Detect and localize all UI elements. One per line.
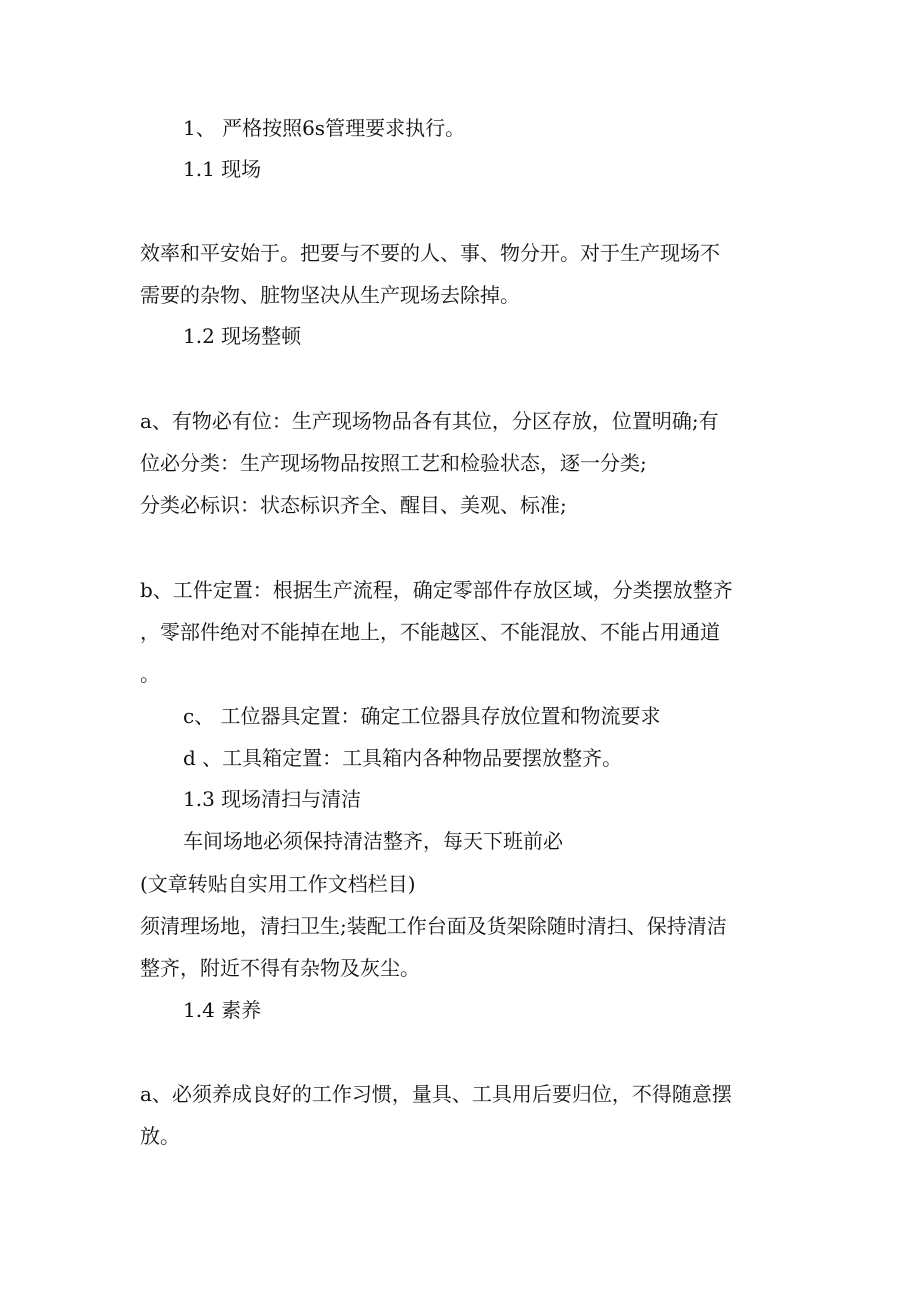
paragraph-line: a、有物必有位：生产现场物品各有其位，分区存放，位置明确;有 <box>140 409 719 433</box>
heading-1-4: 1.4 素养 <box>183 998 262 1022</box>
paragraph-line: 放。 <box>140 1124 180 1148</box>
paragraph-line: c、 工位器具定置：确定工位器具存放位置和物流要求 <box>183 704 661 728</box>
paragraph-line: 。 <box>140 662 160 686</box>
paragraph-line: 整齐，附近不得有杂物及灰尘。 <box>140 956 420 980</box>
paragraph-line: 位必分类：生产现场物品按照工艺和检验状态，逐一分类; <box>140 451 647 475</box>
paragraph-line: 分类必标识：状态标识齐全、醒目、美观、标准; <box>140 493 567 517</box>
source-note: (文章转贴自实用工作文档栏目) <box>140 872 416 896</box>
paragraph-line: 效率和平安始于。把要与不要的人、事、物分开。对于生产现场不 <box>140 241 720 265</box>
paragraph-line: 车间场地必须保持清洁整齐，每天下班前必 <box>183 829 563 853</box>
paragraph-line: b、工件定置：根据生产流程，确定零部件存放区域，分类摆放整齐 <box>140 578 733 602</box>
heading-1-2: 1.2 现场整顿 <box>183 324 302 348</box>
heading-1-1: 1.1 现场 <box>183 157 262 181</box>
paragraph-line: 须清理场地，清扫卫生;装配工作台面及货架除随时清扫、保持清洁 <box>140 914 727 938</box>
paragraph-line: 需要的杂物、脏物坚决从生产现场去除掉。 <box>140 283 520 307</box>
paragraph-line: d 、工具箱定置：工具箱内各种物品要摆放整齐。 <box>183 746 623 770</box>
paragraph-line: ，零部件绝对不能掉在地上，不能越区、不能混放、不能占用通道 <box>140 620 720 644</box>
paragraph-line: a、必须养成良好的工作习惯，量具、工具用后要归位，不得随意摆 <box>140 1082 732 1106</box>
heading-1-3: 1.3 现场清扫与清洁 <box>183 787 362 811</box>
heading-1: 1、 严格按照6s管理要求执行。 <box>183 116 466 140</box>
